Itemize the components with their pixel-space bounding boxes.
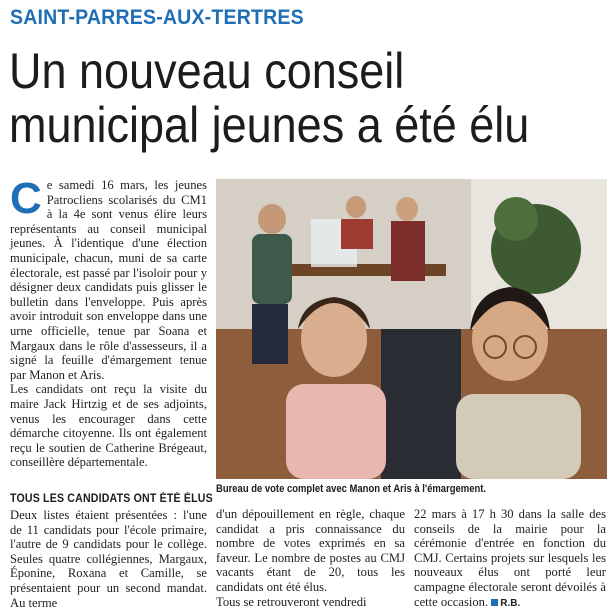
intro-paragraph-1: e samedi 16 mars, les jeunes Patrocliens scolarisés du CM1 à la 4e sont venus élire leurs représentants au conseil municipal jeunes. À l'identique d'une élection municipale, chacun, muni de sa carte électorale, est passé par l'isoloir pour y désigner deux candidats puis glisser le bulletin dans l'enveloppe. Puis après avoir introduit son enveloppe dans une urne officielle, tenue par Soana et Margaux dans le rôle d'assesseurs, il a signé la feuille d'émargement tenue par Manon et Aris. bbox=[10, 178, 207, 382]
body-column-4 bbox=[414, 507, 606, 611]
article-photo bbox=[216, 179, 607, 479]
section-subhead: TOUS LES CANDIDATS ONT ÉTÉ ÉLUS bbox=[10, 493, 213, 505]
headline: Un nouveau conseil municipal jeunes a été élu bbox=[9, 43, 530, 153]
intro-column bbox=[10, 174, 207, 470]
body-column-2 bbox=[10, 508, 207, 610]
kicker: SAINT-PARRES-AUX-TERTRES bbox=[10, 6, 304, 29]
photo-caption: Bureau de vote complet avec Manon et Aris à l'émargement. bbox=[216, 483, 487, 495]
closing-text: 22 mars à 17 h 30 dans la salle des conseils de la mairie pour la cérémonie d'entrée en fonction du CMJ. Certains projets sur lesquels les nouveaux élus ont porté leur campagne électorale seront dévoilés à cette occasion. bbox=[414, 507, 606, 609]
end-mark-icon bbox=[491, 599, 498, 606]
intro-paragraph-2: Les candidats ont reçu la visite du maire Jack Hirtzig et de ses adjoints, venus les encourager dans cette démarche citoyenne. Ils ont également reçu le soutien de Catherine Brégeaut, conseillère départementale. bbox=[10, 382, 207, 470]
body-paragraph: Deux listes étaient présentées : l'une de 11 candidats pour l'école primaire, l'autre de 9 candidats pour le collège. Seules quatre collégiennes, Margaux, Éponine, Roxana et Camille, se présentaient pour un second mandat. Au terme bbox=[10, 508, 207, 610]
author-signature: R.B. bbox=[500, 597, 521, 609]
dropcap: C bbox=[10, 174, 42, 223]
body-paragraph: Tous se retrouveront vendredi bbox=[216, 594, 367, 609]
body-paragraph: d'un dépouillement en règle, chaque candidat a pris connaissance du nombre de votes exprimés en sa faveur. Le nombre de postes au CMJ vacants étant de 20, tous les candidats ont été élus. bbox=[216, 507, 405, 594]
body-column-3 bbox=[216, 507, 405, 609]
body-paragraph bbox=[414, 507, 606, 611]
